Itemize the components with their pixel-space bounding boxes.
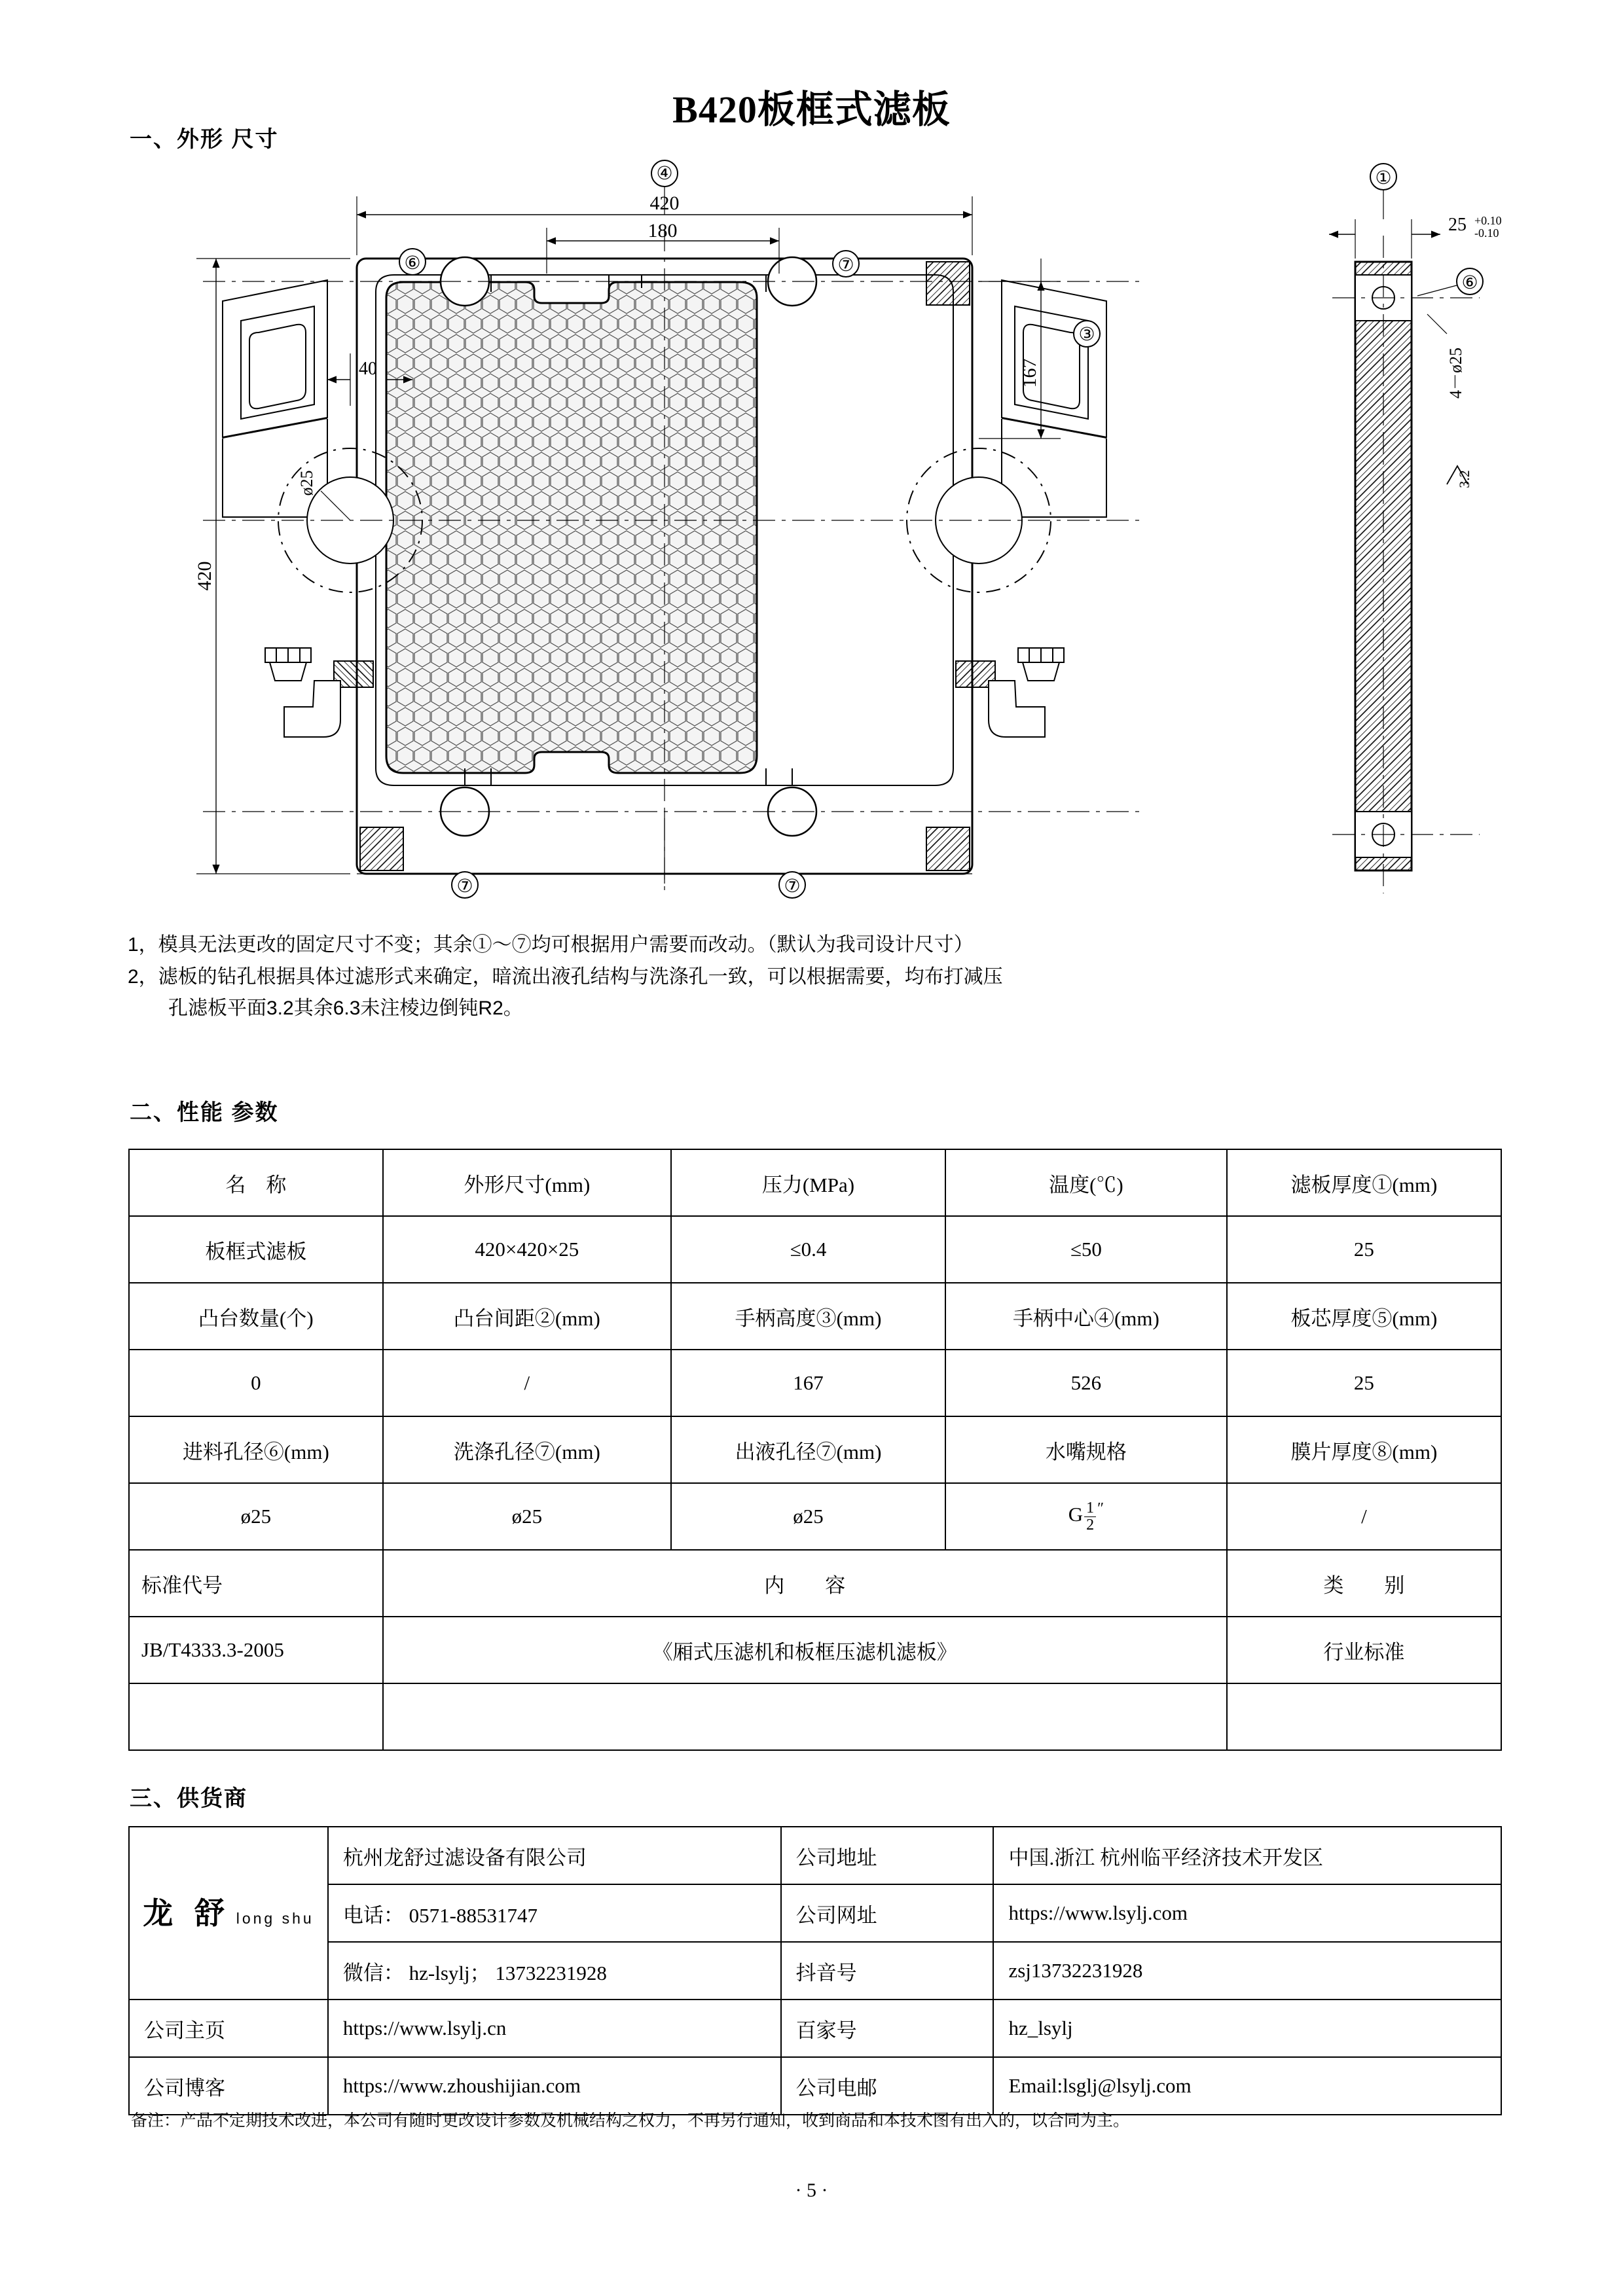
svg-text:25: 25 bbox=[1448, 215, 1467, 235]
company-logo bbox=[129, 1827, 328, 2000]
cell: 手柄高度③(mm) bbox=[671, 1283, 945, 1350]
label-douyin: 抖音号 bbox=[781, 1942, 994, 2000]
value-homepage[interactable]: https://www.lsylj.cn bbox=[328, 2000, 781, 2057]
svg-text:⑦: ⑦ bbox=[784, 876, 801, 897]
table-row bbox=[129, 1216, 1501, 1283]
label-baijiahao: 百家号 bbox=[781, 2000, 994, 2057]
svg-text:⑦: ⑦ bbox=[456, 876, 473, 897]
value-blog[interactable]: https://www.zhoushijian.com bbox=[328, 2057, 781, 2115]
svg-text:420: 420 bbox=[649, 192, 680, 214]
value-company-address: 中国.浙江 杭州临平经济技术开发区 bbox=[993, 1827, 1501, 1884]
cell: 压力(MPa) bbox=[671, 1149, 945, 1216]
cell: 名 称 bbox=[129, 1149, 383, 1216]
page-title: B420板框式滤板 bbox=[672, 88, 951, 131]
cell: 水嘴规格 bbox=[945, 1416, 1227, 1483]
note-line-1: 1，模具无法更改的固定尺寸不变；其余①～⑦均可根据用户需要而改动。（默认为我司设计尺寸） bbox=[128, 934, 974, 956]
table-row bbox=[129, 1550, 1501, 1617]
table-row bbox=[129, 1416, 1501, 1483]
section-heading-dimensions: 一、外形 尺寸 bbox=[130, 127, 279, 152]
section-heading-performance: 二、性能 参数 bbox=[130, 1100, 279, 1125]
label-company-website: 公司网址 bbox=[781, 1884, 994, 1942]
cell: ø25 bbox=[383, 1483, 671, 1550]
table-row bbox=[129, 2057, 1501, 2115]
svg-text:3.2: 3.2 bbox=[1456, 470, 1472, 488]
table-row bbox=[129, 1827, 1501, 1884]
cell: 526 bbox=[945, 1350, 1227, 1416]
value-baijiahao: hz_lsylj bbox=[993, 2000, 1501, 2057]
cell: 行业标准 bbox=[1227, 1617, 1501, 1683]
cell: / bbox=[383, 1350, 671, 1416]
cell: 滤板厚度①(mm) bbox=[1227, 1149, 1501, 1216]
cell bbox=[1227, 1683, 1501, 1750]
cell: ≤50 bbox=[945, 1216, 1227, 1283]
table-row bbox=[129, 1350, 1501, 1416]
cell: ø25 bbox=[671, 1483, 945, 1550]
footer-remark: 备注：产品不定期技术改进，本公司有随时更改设计参数及机械结构之权力，不再另行通知，收到商品和本技术图有出入的，以合同为主。 bbox=[131, 2111, 1130, 2130]
drawing-notes bbox=[128, 929, 1516, 1025]
page-number: · 5 · bbox=[795, 2179, 828, 2201]
table-row bbox=[129, 1149, 1501, 1216]
cell: 板芯厚度⑤(mm) bbox=[1227, 1283, 1501, 1350]
svg-text:40: 40 bbox=[359, 359, 377, 379]
cell: 洗涤孔径⑦(mm) bbox=[383, 1416, 671, 1483]
company-name: 杭州龙舒过滤设备有限公司 bbox=[328, 1827, 781, 1884]
table-row bbox=[129, 1942, 1501, 2000]
table-row bbox=[129, 2000, 1501, 2057]
svg-text:4－ø25: 4－ø25 bbox=[1446, 347, 1465, 399]
performance-table bbox=[128, 1149, 1502, 1751]
cell: 《厢式压滤机和板框压滤机滤板》 bbox=[383, 1617, 1227, 1683]
cell: 膜片厚度⑧(mm) bbox=[1227, 1416, 1501, 1483]
svg-text:ø25: ø25 bbox=[297, 470, 316, 496]
value-email[interactable]: Email:lsglj@lsylj.com bbox=[993, 2057, 1501, 2115]
table-row bbox=[129, 1884, 1501, 1942]
label-email: 公司电邮 bbox=[781, 2057, 994, 2115]
cell: 25 bbox=[1227, 1350, 1501, 1416]
technical-drawing bbox=[124, 157, 1512, 910]
table-row bbox=[129, 1617, 1501, 1683]
cell: ≤0.4 bbox=[671, 1216, 945, 1283]
company-wechat: 微信： hz-lsylj； 13732231928 bbox=[328, 1942, 781, 2000]
note-line-2: 2，滤板的钻孔根据具体过滤形式来确定，暗流出液孔结构与洗涤孔一致，可以根据需要，均布打减压 bbox=[128, 965, 1003, 988]
cell: 标准代号 bbox=[129, 1550, 383, 1617]
svg-text:④: ④ bbox=[656, 164, 673, 184]
logo-main-text: 龙 舒 bbox=[143, 1895, 231, 1930]
note-line-3: 孔滤板平面3.2其余6.3未注棱边倒钝R2。 bbox=[168, 997, 523, 1020]
cell: 凸台数量(个) bbox=[129, 1283, 383, 1350]
cell: 出液孔径⑦(mm) bbox=[671, 1416, 945, 1483]
table-row bbox=[129, 1483, 1501, 1550]
svg-text:①: ① bbox=[1375, 168, 1392, 188]
label-blog: 公司博客 bbox=[129, 2057, 328, 2115]
label-company-address: 公司地址 bbox=[781, 1827, 994, 1884]
cell: 25 bbox=[1227, 1216, 1501, 1283]
svg-text:420: 420 bbox=[194, 561, 215, 591]
svg-text:-0.10: -0.10 bbox=[1474, 226, 1499, 240]
label-homepage: 公司主页 bbox=[129, 2000, 328, 2057]
cell: 167 bbox=[671, 1350, 945, 1416]
fraction-half: $\frac{1}{2}$ bbox=[1084, 1500, 1096, 1533]
cell: 外形尺寸(mm) bbox=[383, 1149, 671, 1216]
cell bbox=[383, 1683, 1227, 1750]
cell-water-nozzle: G $\frac{1}{2}$ ″ bbox=[945, 1483, 1227, 1550]
cell: 0 bbox=[129, 1350, 383, 1416]
cell: 内 容 bbox=[383, 1550, 1227, 1617]
value-douyin: zsj13732231928 bbox=[993, 1942, 1501, 2000]
cell bbox=[129, 1683, 383, 1750]
svg-text:180: 180 bbox=[647, 220, 678, 242]
table-row bbox=[129, 1683, 1501, 1750]
company-phone: 电话： 0571-88531747 bbox=[328, 1884, 781, 1942]
cell: 凸台间距②(mm) bbox=[383, 1283, 671, 1350]
cell: 420×420×25 bbox=[383, 1216, 671, 1283]
cell: JB/T4333.3-2005 bbox=[129, 1617, 383, 1683]
svg-text:⑥: ⑥ bbox=[1461, 273, 1478, 293]
cell: 板框式滤板 bbox=[129, 1216, 383, 1283]
supplier-table bbox=[128, 1826, 1502, 2115]
logo-sub-text: long shu bbox=[236, 1909, 314, 1927]
cell: 手柄中心④(mm) bbox=[945, 1283, 1227, 1350]
svg-text:③: ③ bbox=[1078, 325, 1095, 345]
section-heading-supplier: 三、供货商 bbox=[130, 1786, 247, 1811]
table-row bbox=[129, 1283, 1501, 1350]
svg-text:+0.10: +0.10 bbox=[1474, 214, 1502, 227]
svg-text:⑦: ⑦ bbox=[837, 255, 854, 276]
cell: 温度(℃) bbox=[945, 1149, 1227, 1216]
cell: 类 别 bbox=[1227, 1550, 1501, 1617]
value-company-website[interactable]: https://www.lsylj.com bbox=[993, 1884, 1501, 1942]
svg-text:167: 167 bbox=[1019, 358, 1040, 388]
cell: 进料孔径⑥(mm) bbox=[129, 1416, 383, 1483]
cell: ø25 bbox=[129, 1483, 383, 1550]
cell: / bbox=[1227, 1483, 1501, 1550]
svg-text:⑥: ⑥ bbox=[404, 253, 421, 274]
